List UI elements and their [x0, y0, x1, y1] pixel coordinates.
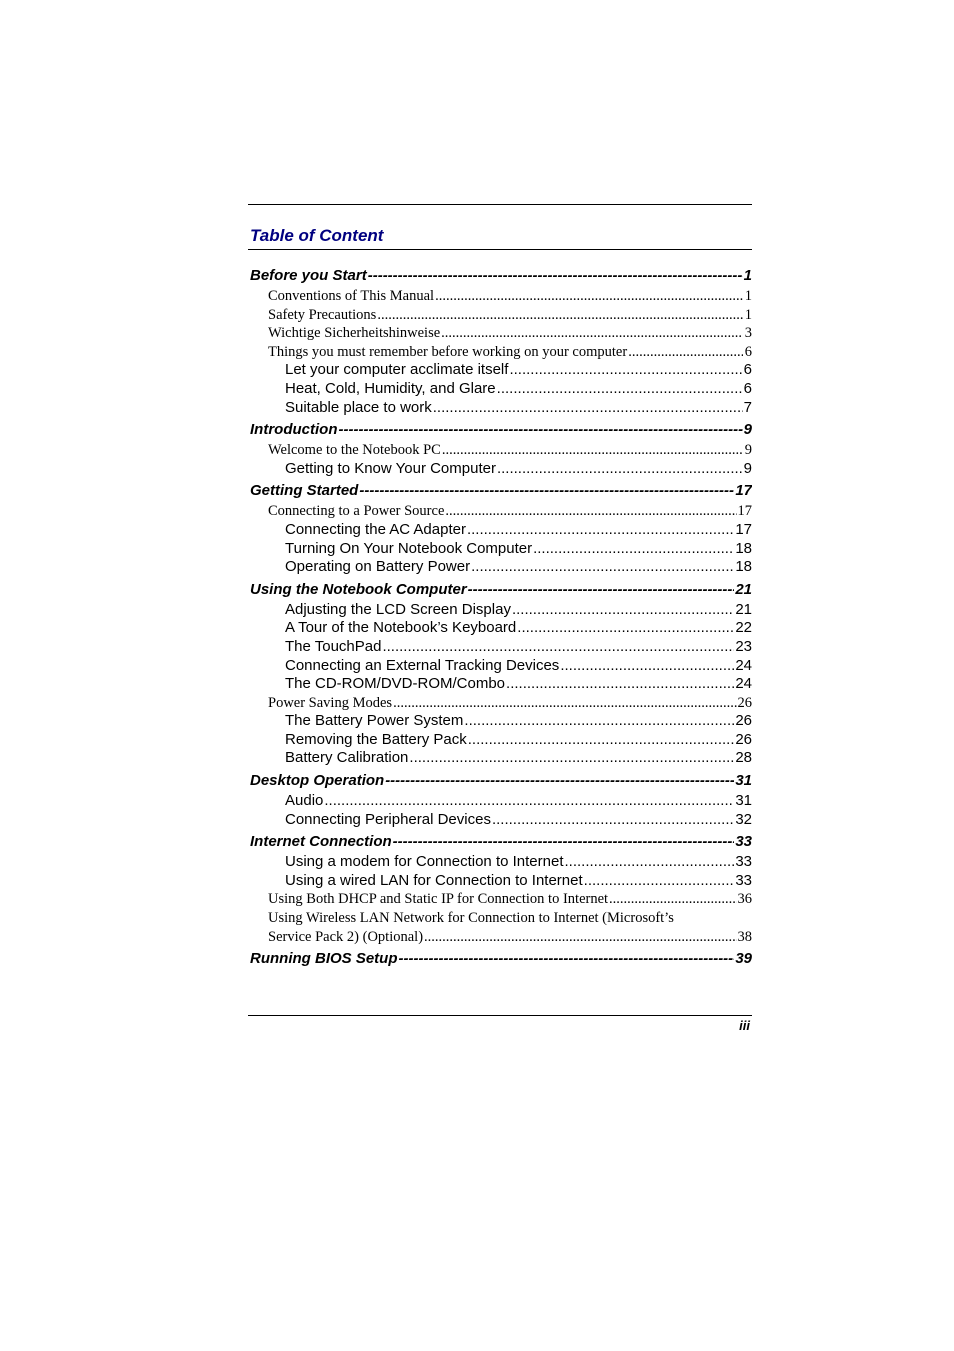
dot-leader — [441, 324, 743, 343]
dot-leader — [492, 811, 734, 830]
toc-subsection-page-number: 26 — [735, 712, 752, 730]
dot-leader — [564, 853, 734, 872]
dot-leader — [509, 361, 742, 380]
toc-section[interactable] — [248, 890, 752, 909]
dot-leader — [467, 521, 734, 540]
toc-subsection-title: Connecting Peripheral Devices — [285, 810, 491, 828]
toc-subsection[interactable] — [248, 872, 752, 891]
toc-section-title: Things you must remember before working on your computer — [268, 343, 628, 360]
toc-subsection[interactable] — [248, 380, 752, 399]
toc-chapter[interactable] — [248, 948, 752, 970]
toc-subsection[interactable] — [248, 638, 752, 657]
toc-chapter-page-number: 9 — [743, 421, 752, 439]
toc-subsection-title: Battery Calibration — [285, 749, 409, 767]
title-rule — [248, 249, 752, 250]
toc-subsection-title: Turning On Your Notebook Computer — [285, 539, 533, 557]
toc-subsection-title: Using a wired LAN for Connection to Internet — [285, 871, 583, 889]
toc-subsection-title: Removing the Battery Pack — [285, 730, 467, 748]
toc-subsection-page-number: 33 — [735, 853, 752, 871]
toc-chapter-title: Internet Connection — [250, 833, 392, 851]
dot-leader — [399, 948, 735, 970]
dot-leader — [464, 712, 734, 731]
toc-section-page-number: 17 — [737, 503, 752, 520]
dot-leader — [409, 749, 734, 768]
toc-subsection-title: The TouchPad — [285, 637, 382, 655]
toc-chapter[interactable] — [248, 419, 752, 441]
dot-leader — [628, 343, 743, 362]
toc-subsection-page-number: 28 — [735, 749, 752, 767]
toc-section-page-number: 9 — [744, 442, 752, 459]
toc-chapter[interactable] — [248, 579, 752, 601]
dot-leader — [377, 306, 743, 325]
toc-section-page-number: 38 — [737, 928, 752, 945]
toc-chapter-title: Introduction — [250, 421, 338, 439]
toc-section-title: Using Both DHCP and Static IP for Connection to Internet — [268, 891, 609, 908]
dot-leader — [435, 287, 743, 306]
toc-subsection[interactable] — [248, 749, 752, 768]
toc-subsection[interactable] — [248, 540, 752, 559]
toc-subsection[interactable] — [248, 521, 752, 540]
dot-leader — [324, 792, 734, 811]
dot-leader — [445, 502, 736, 521]
toc-subsection-page-number: 17 — [735, 520, 752, 538]
toc-subsection-page-number: 21 — [735, 600, 752, 618]
toc-subsection[interactable] — [248, 811, 752, 830]
toc-section-title: Power Saving Modes — [268, 694, 393, 711]
toc-section-page-number: 1 — [744, 288, 752, 304]
toc-subsection[interactable] — [248, 601, 752, 620]
toc-subsection-page-number: 7 — [743, 398, 752, 416]
top-rule — [248, 204, 752, 205]
toc-chapter-page-number: 39 — [735, 950, 752, 968]
toc-section-title: Safety Precautions — [268, 306, 377, 323]
toc-subsection[interactable] — [248, 853, 752, 872]
dot-leader — [517, 619, 734, 638]
toc-subsection-title: Let your computer acclimate itself — [285, 361, 509, 379]
toc-chapter[interactable] — [248, 770, 752, 792]
dot-leader — [393, 831, 735, 853]
toc-subsection-page-number: 18 — [735, 539, 752, 557]
toc-subsection[interactable] — [248, 399, 752, 418]
toc-subsection-title: Audio — [285, 792, 324, 810]
toc-subsection-title: Using a modem for Connection to Internet — [285, 853, 564, 871]
toc-subsection[interactable] — [248, 460, 752, 479]
toc-subsection[interactable] — [248, 792, 752, 811]
toc-chapter-title: Desktop Operation — [250, 772, 385, 790]
dot-leader — [506, 675, 734, 694]
dot-leader — [393, 694, 736, 713]
toc-subsection-page-number: 23 — [735, 637, 752, 655]
toc-subsection[interactable] — [248, 619, 752, 638]
toc-subsection-page-number: 24 — [735, 675, 752, 693]
toc-section[interactable] — [248, 306, 752, 325]
toc-subsection-title: Heat, Cold, Humidity, and Glare — [285, 379, 496, 397]
toc-chapter-page-number: 21 — [735, 580, 752, 598]
dot-leader — [560, 657, 734, 676]
toc-chapter-title: Using the Notebook Computer — [250, 580, 467, 598]
toc-chapter-title: Before you Start — [250, 267, 367, 284]
toc-subsection-page-number: 31 — [735, 792, 752, 810]
page-number: iii — [739, 1018, 750, 1033]
toc-section[interactable] — [248, 324, 752, 343]
toc-section[interactable] — [248, 928, 752, 947]
toc-section-page-number: 26 — [737, 694, 752, 711]
toc-section[interactable] — [248, 441, 752, 460]
page-title: Table of Content — [250, 226, 384, 245]
toc-chapter-page-number: 1 — [743, 267, 752, 284]
toc-subsection-page-number: 22 — [735, 619, 752, 637]
toc-section[interactable] — [248, 694, 752, 713]
toc-subsection-page-number: 6 — [743, 379, 752, 397]
footer-rule — [248, 1015, 752, 1016]
toc-subsection-page-number: 18 — [735, 558, 752, 576]
toc-subsection-title: The CD-ROM/DVD-ROM/Combo — [285, 675, 506, 693]
toc-subsection-title: A Tour of the Notebook’s Keyboard — [285, 619, 517, 637]
toc-subsection-page-number: 9 — [743, 459, 752, 477]
toc-section[interactable] — [248, 343, 752, 362]
toc-section-title: Conventions of This Manual — [268, 288, 435, 304]
toc-chapter-page-number: 31 — [735, 772, 752, 790]
toc-section-title: Welcome to the Notebook PC — [268, 442, 441, 459]
dot-leader — [471, 558, 734, 577]
dot-leader — [382, 638, 734, 657]
toc-subsection-page-number: 32 — [735, 810, 752, 828]
dot-leader — [433, 399, 743, 418]
toc-subsection-title: Connecting the AC Adapter — [285, 520, 466, 538]
toc-subsection-title: Getting to Know Your Computer — [285, 459, 496, 477]
toc-section-title: Service Pack 2) (Optional) — [268, 928, 424, 945]
toc-page — [248, 204, 752, 970]
dot-leader — [442, 441, 743, 460]
toc-section[interactable] — [248, 287, 752, 306]
dot-leader — [512, 601, 734, 620]
dot-leader — [338, 419, 742, 441]
toc-subsection-page-number: 24 — [735, 656, 752, 674]
toc-section-page-number: 3 — [744, 325, 752, 342]
toc-chapter[interactable] — [248, 265, 752, 287]
toc-subsection-title: Connecting an External Tracking Devices — [285, 656, 560, 674]
dot-leader — [497, 380, 743, 399]
dot-leader — [533, 540, 734, 559]
dot-leader — [424, 928, 736, 947]
toc-subsection-page-number: 6 — [743, 361, 752, 379]
toc-subsection-title: Suitable place to work — [285, 398, 432, 416]
toc-subsection-title: Adjusting the LCD Screen Display — [285, 600, 511, 618]
toc-chapter[interactable] — [248, 831, 752, 853]
toc-subsection-title: Operating on Battery Power — [285, 558, 471, 576]
dot-leader — [497, 460, 743, 479]
dot-leader — [385, 770, 734, 792]
toc-chapter[interactable] — [248, 480, 752, 502]
toc-section[interactable] — [248, 502, 752, 521]
toc-section-page-number: 1 — [744, 306, 752, 323]
toc-subsection[interactable] — [248, 712, 752, 731]
dot-leader — [609, 890, 736, 909]
toc-chapter-page-number: 33 — [735, 833, 752, 851]
toc-section-title: Connecting to a Power Source — [268, 503, 445, 520]
toc-section-page-number: 6 — [744, 343, 752, 360]
toc-subsection[interactable] — [248, 558, 752, 577]
dot-leader — [468, 731, 735, 750]
toc-section-page-number: 36 — [737, 891, 752, 908]
toc-subsection-title: The Battery Power System — [285, 712, 464, 730]
toc-chapter-page-number: 17 — [735, 482, 752, 500]
toc-section-title: Wichtige Sicherheitshinweise — [268, 325, 441, 342]
toc-subsection-page-number: 33 — [735, 871, 752, 889]
dot-leader — [468, 579, 735, 601]
toc-subsection[interactable] — [248, 657, 752, 676]
toc-subsection[interactable] — [248, 731, 752, 750]
dot-leader — [359, 480, 734, 502]
dot-leader — [368, 265, 743, 287]
toc-subsection-page-number: 26 — [735, 730, 752, 748]
toc-chapter-title: Getting Started — [250, 482, 359, 500]
toc-subsection[interactable] — [248, 361, 752, 380]
toc-section-wrapped-line[interactable]: Using Wireless LAN Network for Connection to Internet (Microsoft’s — [268, 910, 674, 927]
dot-leader — [584, 872, 735, 891]
toc-entries — [248, 265, 752, 970]
toc-chapter-title: Running BIOS Setup — [250, 950, 398, 968]
toc-subsection[interactable] — [248, 675, 752, 694]
